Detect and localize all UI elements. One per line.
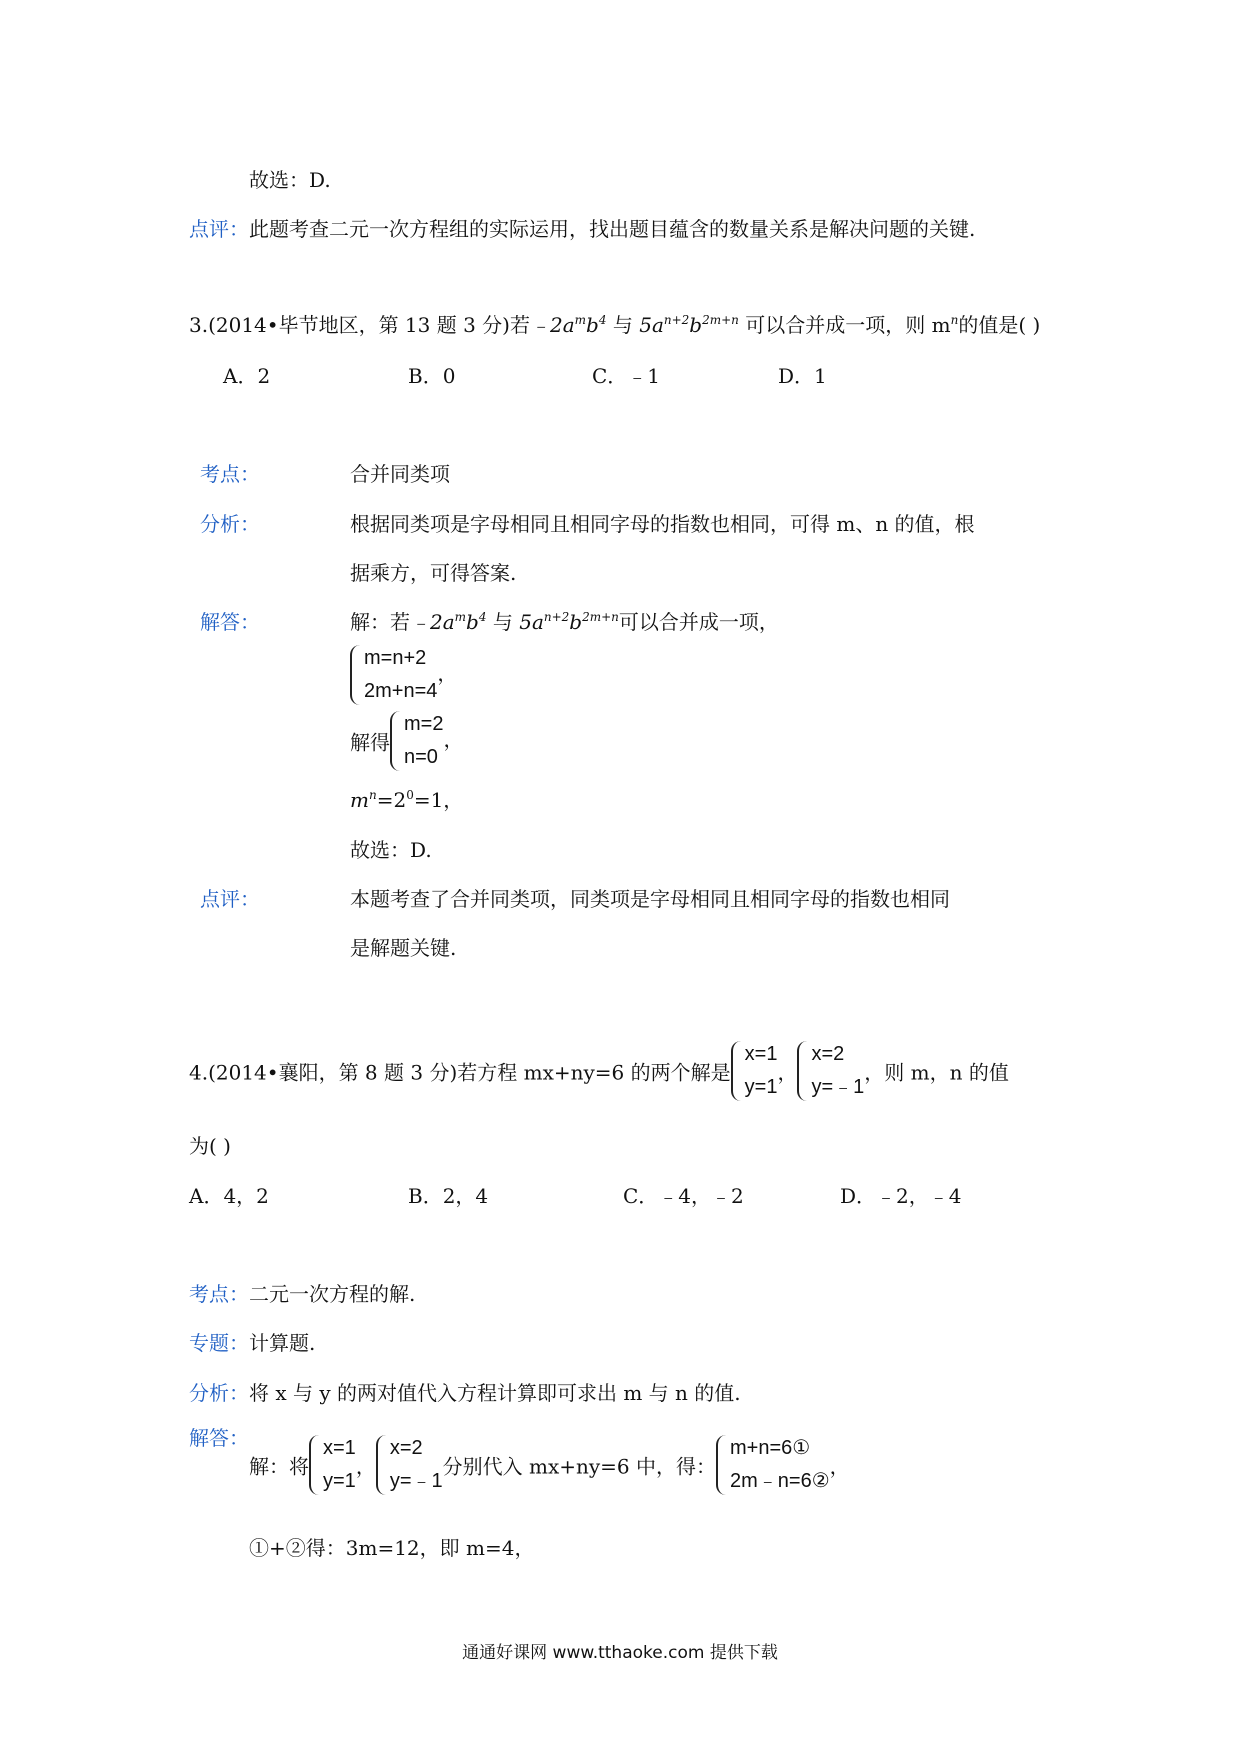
q3-kaodian-label: 考点： <box>200 462 260 486</box>
q3-dianping-label: 点评： <box>200 887 260 911</box>
q4-option-c: C．﹣4，﹣2 <box>623 1184 744 1208</box>
q3-stem <box>189 309 1040 338</box>
page-footer: 通通好课网 www.tthaoke.com 提供下载 <box>462 1643 778 1663</box>
q4-fenxi: 分析：将 x 与 y 的两对值代入方程计算即可求出 m 与 n 的值. <box>189 1381 741 1405</box>
q3-jieda-label: 解答： <box>200 610 260 634</box>
q3-option-c: C．﹣1 <box>592 364 661 388</box>
q3-with: 与 <box>612 313 633 337</box>
q4-jieda-label: 解答： <box>189 1426 249 1450</box>
q3-expr1: $﹣2a^mb^4$ <box>530 313 607 337</box>
q3-system1: m=n+2 2m+n=4 ， <box>350 642 457 708</box>
q3-dianping-line2: 是解题关键. <box>350 936 457 960</box>
q4-option-b: B．2，4 <box>408 1184 489 1208</box>
q3-stem-end: 的值是( ) <box>958 313 1041 337</box>
q3-stem-tail-sup: n <box>950 313 959 327</box>
comment-label: 点评： <box>189 217 249 241</box>
q3-option-d: D．1 <box>778 364 827 388</box>
top-answer-line: 故选：D. <box>249 168 331 192</box>
q3-system2: 解得 m=2 n=0 ， <box>350 708 463 774</box>
q4-option-a: A．4，2 <box>189 1184 269 1208</box>
q3-kaodian-text: 合并同类项 <box>350 462 450 486</box>
q3-fenxi-line2: 据乘方，可得答案. <box>350 561 517 585</box>
q3-option-b: B．0 <box>408 364 456 388</box>
q4-stem-line2: 为( ) <box>189 1134 231 1158</box>
q4-option-d: D．﹣2，﹣4 <box>840 1184 962 1208</box>
q3-fenxi-line1: 根据同类项是字母相同且相同字母的指数也相同，可得 m、n 的值，根 <box>350 512 975 536</box>
q3-dianping-line1: 本题考查了合并同类项，同类项是字母相同且相同字母的指数也相同 <box>350 887 950 911</box>
top-comment <box>189 213 975 242</box>
q4-kaodian: 考点：二元一次方程的解. <box>189 1282 416 1306</box>
q3-fenxi-label: 分析： <box>200 512 260 536</box>
q3-jieda-line1: 解：若$﹣2a^mb^4$ 与 $5a^{n+2}b^{2m+n}$可以合并成一项， <box>350 610 779 634</box>
q4-sol2: x=2 y=﹣1 <box>797 1038 864 1104</box>
q3-answer-line: 故选：D. <box>350 838 432 862</box>
q3-expr2: $5a^{n+2}b^{2m+n}$ <box>639 313 739 337</box>
q3-option-a: A．2 <box>223 364 271 388</box>
q3-stem-tail: 可以合并成一项，则 m <box>745 313 951 337</box>
q3-power-line: $m^n=2^0=1$， <box>350 788 464 812</box>
q4-sol1: x=1 y=1 <box>731 1038 778 1104</box>
q4-jieda-line: 解：将 x=1 y=1 ， x=2 y=﹣1 分别代入 mx+ny=6 中，得： m+n=6① 2m﹣n=6② ， <box>249 1432 850 1498</box>
comment-text: 此题考查二元一次方程组的实际运用，找出题目蕴含的数量关系是解决问题的关键. <box>249 217 976 241</box>
q3-stem-prefix: 3.(2014•毕节地区，第 13 题 3 分)若 <box>189 313 530 337</box>
q4-stem: 4.(2014•襄阳，第 8 题 3 分)若方程 mx+ny=6 的两个解是 x=1 y=1 ， x=2 y=﹣1 ，则 m，n 的值 <box>189 1038 1009 1104</box>
q4-zhuanti: 专题：计算题. <box>189 1331 316 1355</box>
q4-final-line: ①+②得：3m=12，即 m=4， <box>249 1536 535 1560</box>
